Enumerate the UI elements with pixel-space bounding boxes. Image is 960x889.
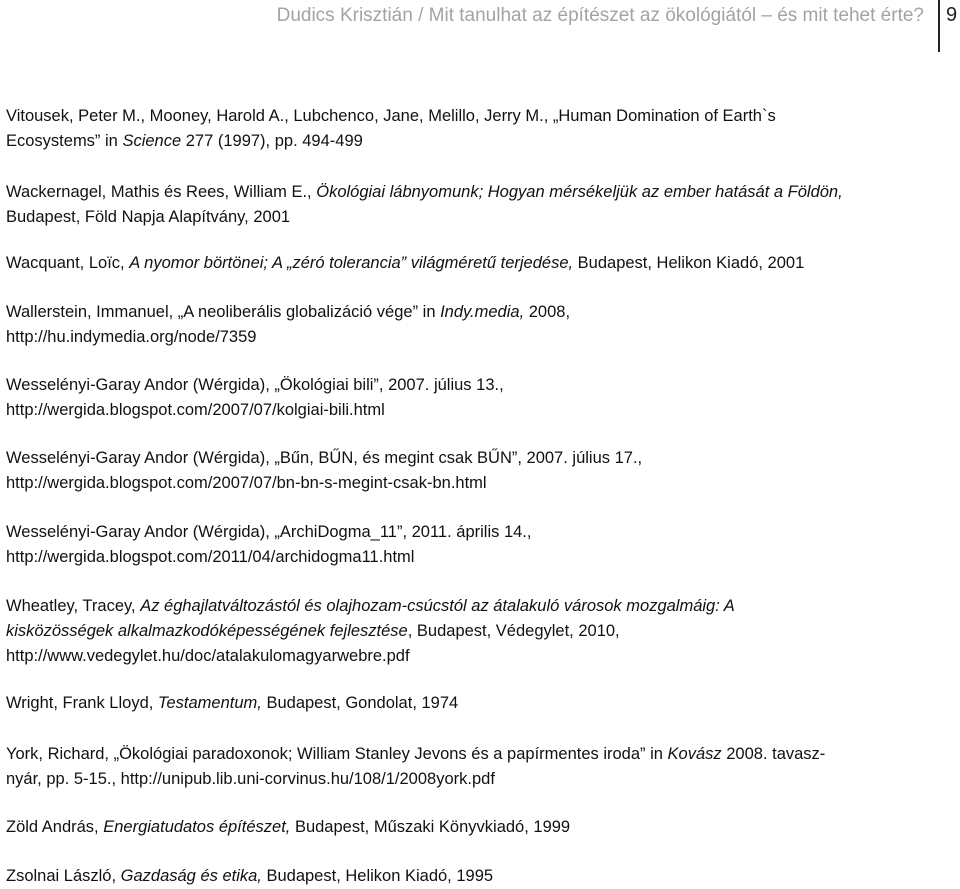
reference-line: http://wergida.blogspot.com/2007/07/bn-bn-s-megint-csak-bn.html xyxy=(6,474,487,492)
page-number: 9 xyxy=(946,4,958,26)
reference-item xyxy=(6,742,928,792)
running-title: Dudics Krisztián / Mit tanulhat az építészet az ökológiától – és mit tehet érte? xyxy=(276,5,924,26)
reference-line: http://hu.indymedia.org/node/7359 xyxy=(6,328,257,346)
reference-line: http://wergida.blogspot.com/2007/07/kolgiai-bili.html xyxy=(6,401,385,419)
page-header xyxy=(0,0,960,52)
reference-line: Wesselényi-Garay Andor (Wérgida), „ArchiDogma_11”, 2011. április 14., xyxy=(6,523,532,541)
reference-line: http://www.vedegylet.hu/doc/atalakulomagyarwebre.pdf xyxy=(6,647,410,665)
reference-item xyxy=(6,104,928,154)
reference-item xyxy=(6,446,928,496)
reference-item xyxy=(6,180,928,230)
reference-line: Wesselényi-Garay Andor (Wérgida), „Ökológiai bili”, 2007. július 13., xyxy=(6,376,504,394)
reference-line: Wheatley, Tracey, Az éghajlatváltozástól és olajhozam-csúcstól az átalakuló városok mozgalmáig: A xyxy=(6,597,735,615)
reference-line: Ecosystems” in Science 277 (1997), pp. 494-499 xyxy=(6,132,363,150)
reference-item xyxy=(6,520,928,570)
reference-line: Wackernagel, Mathis és Rees, William E., Ökológiai lábnyomunk; Hogyan mérsékeljük az ember hatását a Földön, xyxy=(6,183,843,201)
reference-line: kisközösségek alkalmazkodóképességének fejlesztése, Budapest, Védegylet, 2010, xyxy=(6,622,620,640)
reference-line: Wallerstein, Immanuel, „A neoliberális globalizáció vége” in Indy.media, 2008, xyxy=(6,303,571,321)
reference-item xyxy=(6,864,928,889)
reference-line: Zöld András, Energiatudatos építészet, Budapest, Műszaki Könyvkiadó, 1999 xyxy=(6,818,571,836)
reference-item xyxy=(6,594,928,669)
reference-line: York, Richard, „Ökológiai paradoxonok; William Stanley Jevons és a papírmentes iroda” in Kovász 2008. tavasz- xyxy=(6,745,826,763)
reference-line: nyár, pp. 5-15., http://unipub.lib.uni-corvinus.hu/108/1/2008york.pdf xyxy=(6,770,495,788)
reference-item xyxy=(6,300,928,350)
reference-line: Wesselényi-Garay Andor (Wérgida), „Bűn, BŰN, és megint csak BŰN”, 2007. július 17., xyxy=(6,449,643,467)
reference-item xyxy=(6,373,928,423)
reference-line: Vitousek, Peter M., Mooney, Harold A., Lubchenco, Jane, Melillo, Jerry M., „Human Domination of Earth`s xyxy=(6,107,776,125)
reference-line: Zsolnai László, Gazdaság és etika, Budapest, Helikon Kiadó, 1995 xyxy=(6,867,494,885)
reference-line: Budapest, Föld Napja Alapítvány, 2001 xyxy=(6,208,291,226)
reference-item xyxy=(6,251,928,276)
reference-line: Wacquant, Loïc, A nyomor börtönei; A „zéró tolerancia” világméretű terjedése, Budapest, Helikon Kiadó, 2001 xyxy=(6,254,805,272)
reference-line: Wright, Frank Lloyd, Testamentum, Budapest, Gondolat, 1974 xyxy=(6,694,459,712)
reference-item xyxy=(6,691,928,716)
reference-item xyxy=(6,815,928,840)
reference-line: http://wergida.blogspot.com/2011/04/archidogma11.html xyxy=(6,548,415,566)
header-divider xyxy=(938,0,940,52)
